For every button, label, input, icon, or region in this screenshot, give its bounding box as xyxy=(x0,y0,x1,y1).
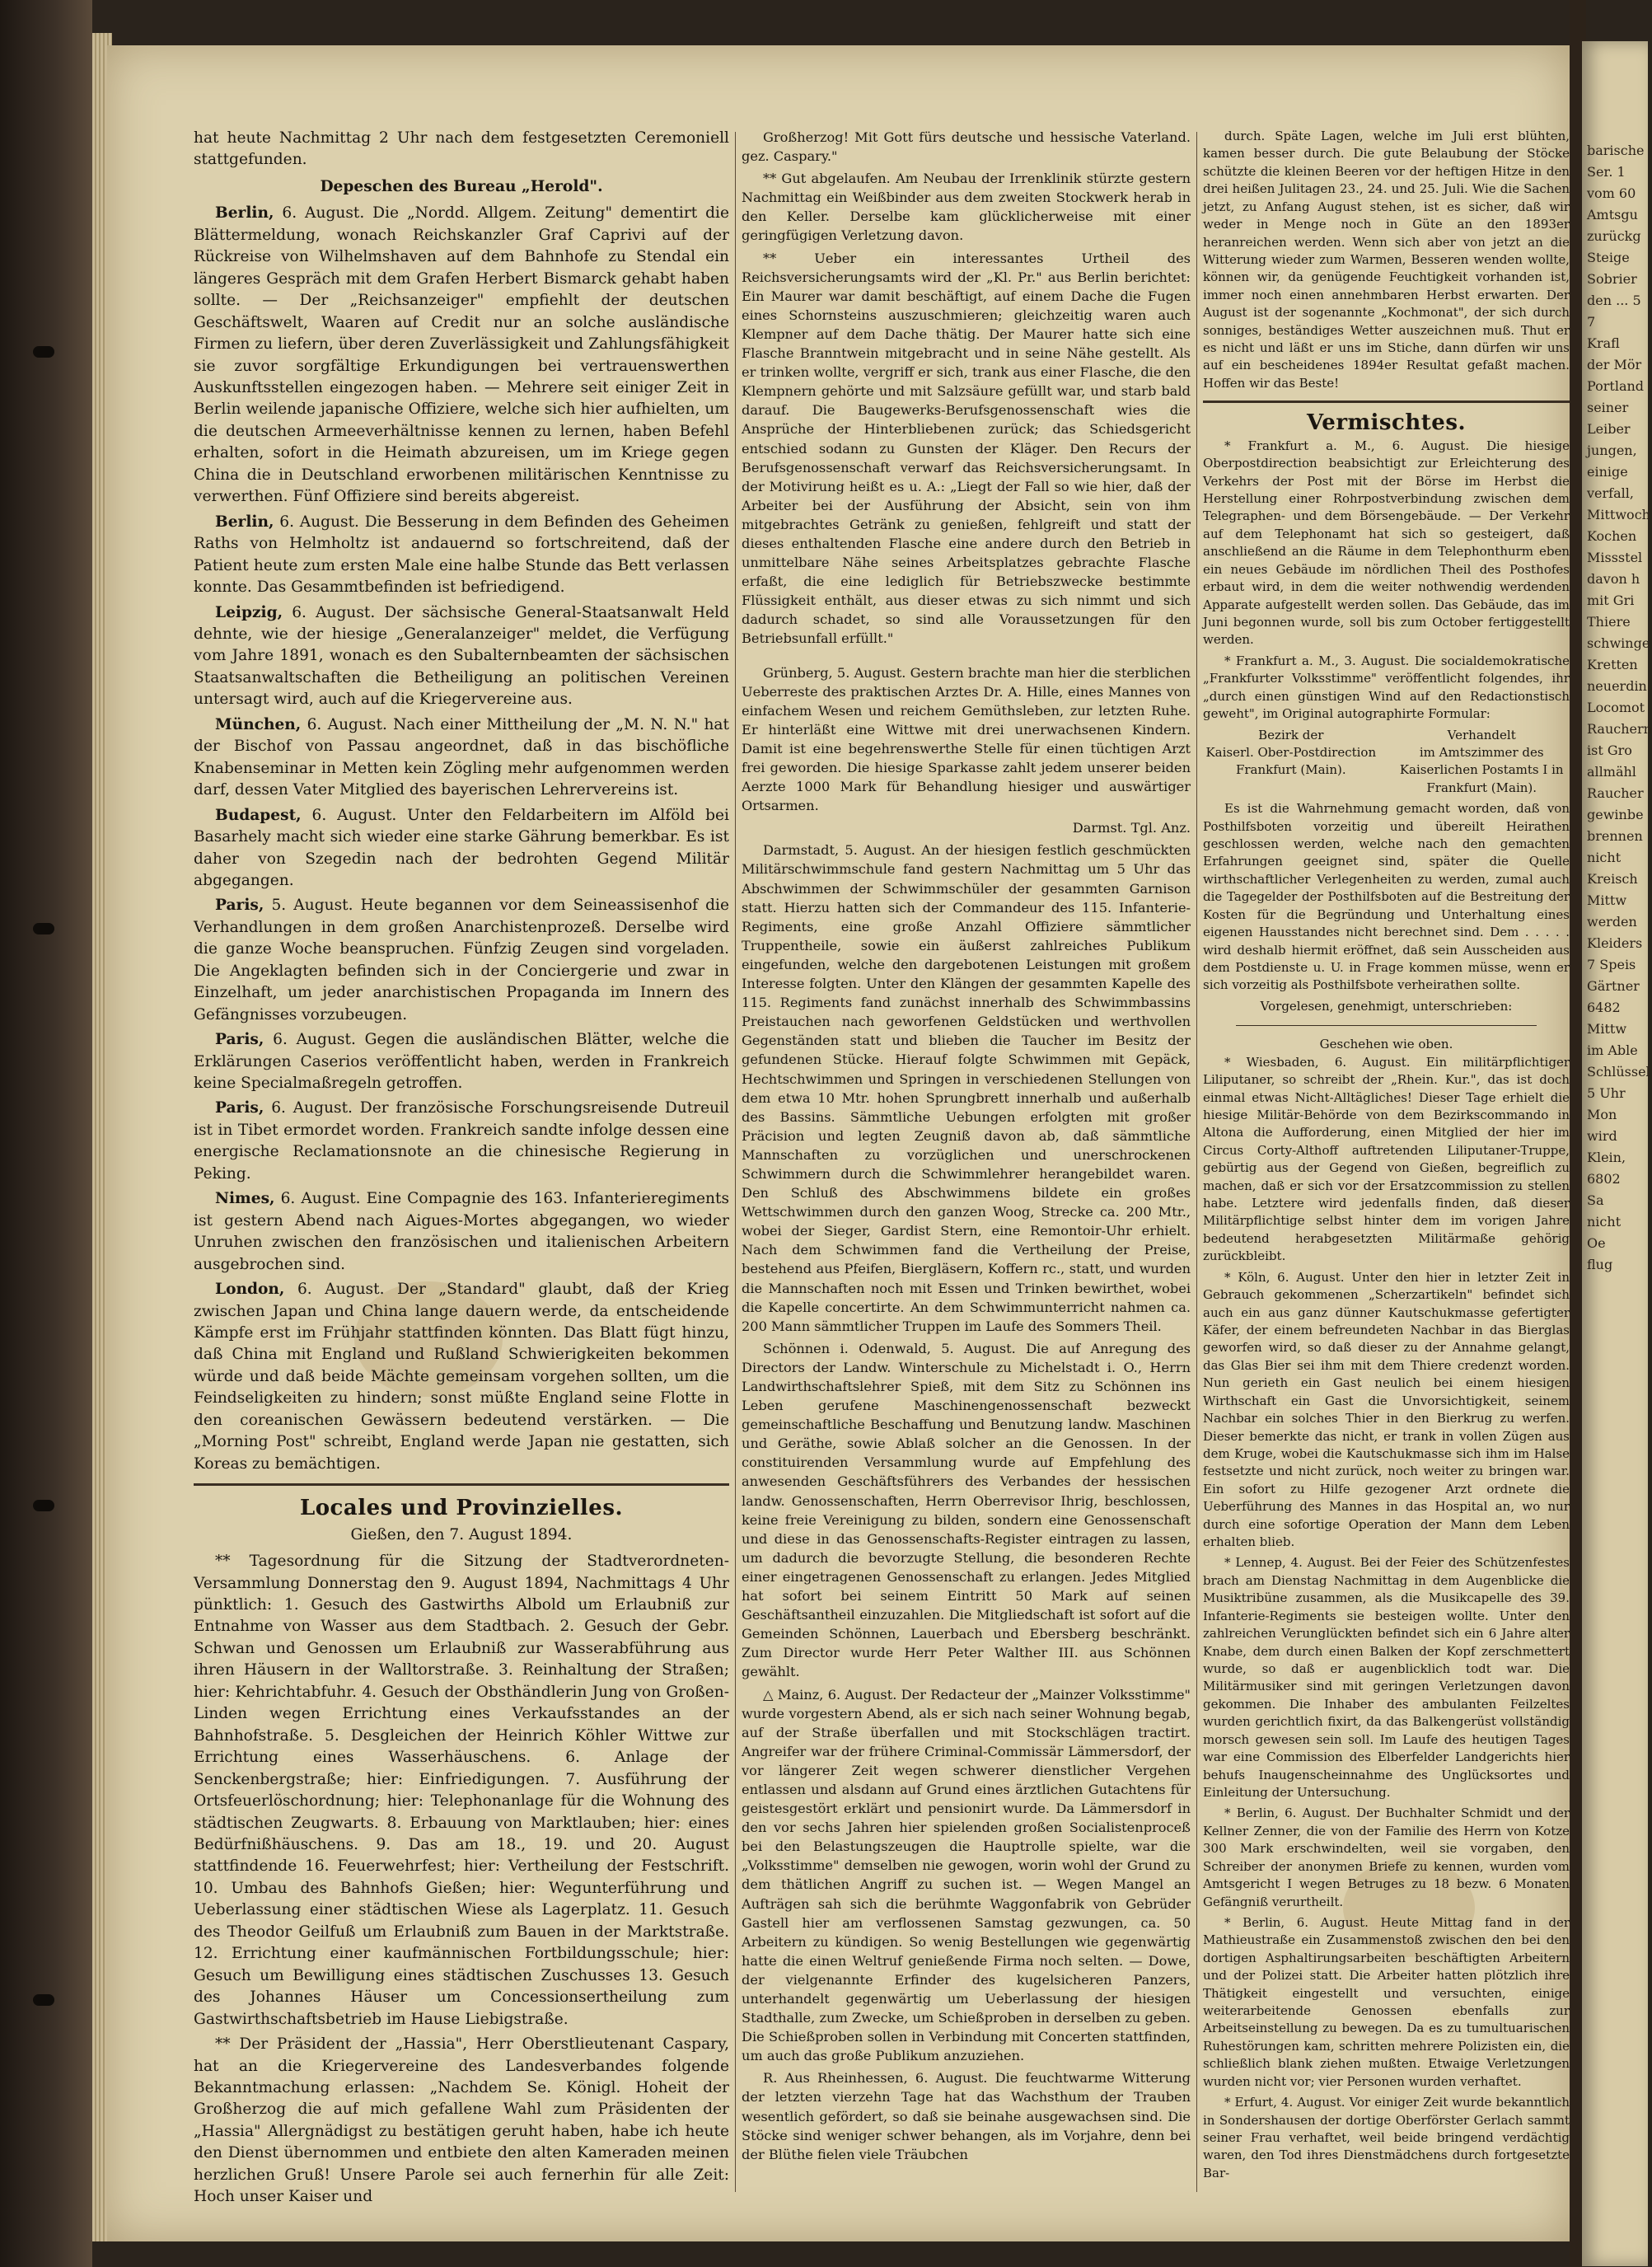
adjacent-page-fragment: gewinbe xyxy=(1587,807,1644,822)
adjacent-page-fragment: neuerdin xyxy=(1587,678,1647,694)
dispatch-item xyxy=(194,203,729,508)
adjacent-page-fragment: Schlüssel xyxy=(1587,1064,1650,1080)
column-3-list xyxy=(1203,128,1570,392)
adjacent-page-fragment: Mittw xyxy=(1587,1021,1627,1037)
adjacent-page-fragment: verfall, xyxy=(1587,485,1634,501)
vermischtes-item: * Erfurt, 4. August. Vor einiger Zeit wurde bekanntlich in Sondershausen der dortige Oberförster Gerlach sammt seiner Frau verhaftet, weil beide bringend verdächtig waren, den Tod ihres Dienstmädchens durch fortgesetzte Bar- xyxy=(1203,2095,1570,2180)
adjacent-page-fragment: Raucher xyxy=(1587,785,1644,801)
dispatch-text: 6. August. Die „Nordd. Allgem. Zeitung" dementirt die Blättermeldung, wonach Reichskanzler Graf Caprivi auf der Rückreise von Wilhelmshaven auf dem Bahnhofe zu Stendal ein längeres Gespräch mit dem Grafen Herbert Bismarck gehabt haben sollte. — Der „Reichsanzeiger" empfiehlt der deutschen Geschäftswelt, Waaren auf Credit nur an solche ausländische Firmen zu liefern, über deren Zuverlässigkeit und Zahlungsfähigkeit sie zuvor sorgfältige Erkundigungen bei vertrauenswerthen Auskunftsstellen eingezogen haben. — Mehrere seit einiger Zeit in Berlin weilende japanische Offiziere, welche sich hier aufhielten, um die deutschen Armeeverhältnisse kennen zu lernen, haben Befehl erhalten, sofort in die Heimath abzureisen, um im Kriege gegen China die in Deutschland erworbenen militärischen Kenntnisse zu verwerthen. Fünf Offiziere sind bereits abgereist. xyxy=(194,204,729,506)
news-item: Darmst. Tgl. Anz. xyxy=(1072,820,1191,836)
adjacent-page-fragment: Sa xyxy=(1587,1192,1604,1208)
form-rule xyxy=(1236,1025,1537,1026)
column-rule xyxy=(735,132,736,2192)
locales-dateline: Gießen, den 7. August 1894. xyxy=(350,1525,573,1543)
adjacent-page-fragment: schwinge xyxy=(1587,635,1650,651)
dispatch-place: Berlin, xyxy=(215,513,274,531)
news-item: Großherzog! Mit Gott fürs deutsche und hessische Vaterland. gez. Caspary." xyxy=(742,129,1191,165)
dispatch-place: Paris, xyxy=(215,897,264,915)
locales-title: Locales und Provinzielles. xyxy=(299,1496,624,1521)
column-3 xyxy=(1203,128,1570,2185)
news-item: R. Aus Rheinhessen, 6. August. Die feuchtwarme Witterung der letzten vierzehn Tage hat das Wachsthum der Trauben wesentlich gefördert, so daß sie beinahe ausgewachsen sind. Die Stöcke sind weniger schwer behangen, als im Vorjahre, denn bei der Blüthe fielen viele Träubchen xyxy=(742,2070,1191,2162)
form-left-head: Bezirk der xyxy=(1258,727,1324,742)
dispatch-text: 6. August. Der „Standard" glaubt, daß der Krieg zwischen Japan und China lange dauern werde, da entscheidende Kämpfe erst im Frühjahr stattfinden könnten. Das Blatt fügt hinzu, daß China mit England und Rußland Schwierigkeiten bekommen würde und daß beide Mächte gemeinsam vorgehen sollten, um die Feindseligkeiten zu hindern; sonst müßte England seine Flotte in den coreanischen Gewässern bedeutend verstärken. — Die „Morning Post" schreibt, England werde Japan nie gestatten, sich Koreas zu bemächtigen. xyxy=(194,1281,729,1473)
adjacent-page-fragment: Kleiders xyxy=(1587,935,1643,951)
column-2 xyxy=(742,128,1191,2167)
adjacent-page-fragment: brennen xyxy=(1587,828,1643,844)
vermischtes-item: * Köln, 6. August. Unter den hier in letzter Zeit in Gebrauch gekommenen „Scherzartikeln" befindet sich auch ein aus ganz dünner Kautschukmasse gefertigter Käfer, der einem befreundeten Nachbar in das Bierglas geworfen wird, so daß dieser zu der Annahme gelangt, das Glas Bier sei ihm mit dem Thiere credenzt worden. Nun gerieth ein Gast neulich bei einem hiesigen Wirthschaft ein Gast die Unvorsichtigkeit, seinem Nachbar ein solches Thier in den Bierkrug zu werfen. Dieser bemerkte das nicht, er trank in vollen Zügen aus dem Kruge, wobei die Kautschukmasse sich ihm im Halse festsetzte und nicht zurück, noch weiter zu bringen war. Ein sofort zu Hilfe gezogener Arzt ordnete die Ueberführung des Mannes in das Hospital an, wo nur durch eine sofortige Operation der Mann dem Leben erhalten blieb. xyxy=(1203,1269,1570,1550)
adjacent-page-fragment: allmähl xyxy=(1587,764,1636,780)
adjacent-page-fragment: Locomot xyxy=(1587,700,1645,715)
adjacent-page-fragment: nicht xyxy=(1587,850,1622,865)
adjacent-page-fragment: mit Gri xyxy=(1587,593,1635,608)
dispatch-item xyxy=(194,1098,729,1185)
adjacent-page-fragment: Amtsgu xyxy=(1587,207,1638,222)
vermischtes-item: * Berlin, 6. August. Heute Mittag fand in der Mathieustraße ein Zusammenstoß zwischen den bei den dortigen Asphaltirungsarbeiten beschäftigten Arbeitern und der Polizei statt. Die Arbeiter hatten plötzlich ihre Thätigkeit eingestellt und versuchten, einige weiterarbeitende Genossen ebenfalls zur Arbeitseinstellung zu bewegen. Da es zu tumultuarischen Ruhestörungen kam, schritten mehrere Polizisten ein, die schließlich blank ziehen mußten. Etwaige Verletzungen wurden nicht vor; vier Personen wurden verhaftet. xyxy=(1203,1914,1570,2089)
dispatch-item xyxy=(194,714,729,802)
vermischtes-title: Vermischtes. xyxy=(1306,410,1467,436)
adjacent-page-fragment: der Mör xyxy=(1587,357,1642,372)
form-right xyxy=(1393,727,1570,798)
column-2-list xyxy=(742,128,1191,2164)
dispatch-item xyxy=(194,895,729,1026)
form-right-body: im Amtszimmer des Kaiserlichen Postamts I in Frankfurt (Main). xyxy=(1399,744,1564,795)
adjacent-page-fragment: nicht xyxy=(1587,1214,1622,1230)
vermischtes-item: * Frankfurt a. M., 6. August. Die hiesige Oberpostdirection beabsichtigt zur Erleichterung des Verkehrs der Post mit der Börse im Herbst die Herstellung einer Rohrpostverbindung zwischen dem Telegraphen- und dem Börsengebäude. — Der Verkehr auf dem Telephonamt hat sich so gesteigert, daß anschließend an die Räume in dem Telephonthurm eben ein neues Gebäude im nördlichen Theil des Posthofes erbaut wird, in dem die weiter nothwendig werdenden Apparate aufgestellt werden sollen. Das Gebäude, das im Juni begonnen wurde, soll bis zum October fertiggestellt werden. xyxy=(1203,438,1570,648)
locales-item: ** Der Präsident der „Hassia", Herr Oberstlieutenant Caspary, hat an die Kriegervereine des Landesverbandes folgende Bekanntmachung erlassen: „Nachdem Se. Königl. Hoheit der Großherzog die auf mich gefallene Wahl zum Präsidenten der „Hassia" Allergnädigst zu bestätigen geruht haben, habe ich heute den Dienst übernommen und entbiete den alten Kameraden meinen herzlichen Gruß! Unsere Parole sei auch fernerhin für alle Zeit: Hoch unser Kaiser und xyxy=(194,2035,729,2206)
dispatch-item xyxy=(194,602,729,711)
vermischtes-item: * Berlin, 6. August. Der Buchhalter Schmidt und der Kellner Zenner, die von der Familie des Herrn von Kotze 300 Mark erschwindelten, weil sie vorgaben, den Schreiber der anonymen Briefe zu kennen, wurden vom Amtsgericht I wegen Betruges zu 18 bezw. 6 Monaten Gefängniß verurtheilt. xyxy=(1203,1806,1570,1909)
adjacent-page-fragment: Kochen xyxy=(1587,528,1637,544)
dispatch-place: Budapest, xyxy=(215,806,302,824)
dispatch-text: 6. August. Der französische Forschungsreisende Dutreuil ist in Tibet ermordet worden. Frankreich sandte infolge dessen eine energische Reclamationsnote an die chinesische Regierung in Peking. xyxy=(194,1099,729,1183)
adjacent-page-fragment: den ... 5 xyxy=(1587,293,1641,308)
dispatch-text: 6. August. Gegen die ausländischen Blätter, welche die Erklärungen Caserios veröffentlicht haben, werden in Frankreich keine Specialmaßregeln getroffen. xyxy=(194,1031,729,1093)
adjacent-page-fragment: Sobrier xyxy=(1587,271,1637,287)
news-item: ** Gut abgelaufen. Am Neubau der Irrenklinik stürzte gestern Nachmittag ein Weißbinder aus dem zweiten Stockwerk herab in den Keller. Derselbe kam glücklicherweise mit einer geringfügigen Verletzung davon. xyxy=(742,171,1191,244)
newspaper-page xyxy=(107,45,1570,2241)
dispatch-text: 6. August. Eine Compagnie des 163. Infanterieregiments ist gestern Abend nach Aigues-Mortes abgegangen, wo wieder Unruhen zwischen den französischen und italienischen Arbeitern ausgebrochen sind. xyxy=(194,1190,729,1273)
adjacent-page-fragment: vom 60 xyxy=(1587,185,1636,201)
dispatch-place: Paris, xyxy=(215,1031,264,1049)
dispatch-list xyxy=(194,203,729,1475)
adjacent-page-fragment: Mittw xyxy=(1587,892,1627,908)
adjacent-page-fragment: wird xyxy=(1587,1128,1617,1144)
news-item: △ Mainz, 6. August. Der Redacteur der „Mainzer Volksstimme" wurde vorgestern Abend, als er sich nach seiner Wohnung begab, auf der Straße überfallen und mit Stockschlägen tractirt. Angreifer war der frühere Criminal-Commissär Lämmersdorf, der vor längerer Zeit wegen schwerer dienstlicher Vergehen entlassen und alsdann auf Grund eines ärztlichen Gutachtens für geistesgestört erklärt und pensionirt wurde. Da Lämmersdorf in den vor sechs Jahren hier spielenden großen Socialistenproceß bei den Belastungszeugen die Hauptrolle spielte, war die „Volksstimme" demselben nie gewogen, worin wohl der Grund zu dem thätlichen Angriff zu suchen ist. — Wegen Mangel an Aufträgen sah sich die berühmte Waggonfabrik von Gebrüder Gastell hier am verflossenen Samstag gezwungen, ca. 50 Arbeitern zu kündigen. So wenig Bestellungen wie gegenwärtig hatte die einen Weltruf genießende Firma noch selten. — Dowe, der vielgenannte Erfinder des kugelsicheren Panzers, unterhandelt gegenwärtig um Ueberlassung der hiesigen Stadthalle, zum Zwecke, um Schießproben in derselben zu geben. Die Schießproben sollen in Verbindung mit Concerten stattfinden, um auch das große Publikum anzuziehen. xyxy=(742,1686,1191,2064)
adjacent-page-fragment: Ser. 1 xyxy=(1587,164,1626,180)
adjacent-page-fragment: zurückg xyxy=(1587,228,1641,244)
adjacent-page xyxy=(1582,41,1652,2266)
adjacent-page-fragment: werden xyxy=(1587,914,1637,930)
dispatch-heading: Depeschen des Bureau „Herold". xyxy=(320,177,603,195)
dispatch-place: Berlin, xyxy=(215,204,274,222)
form-text: Es ist die Wahrnehmung gemacht worden, daß von Posthilfsboten vorzeitig und übereilt Heirathen geschlossen werden, welche nach den gemachten Erfahrungen geeignet sind, später die Quelle wirthschaftlicher Verlegenheiten zu werden, zumal auch die Tagegelder der Posthilfsboten auf die Bestreitung der Kosten für die Begründung und Unterhaltung eines eigenen Hausstandes nicht berechnet sind. Dem . . . . . wird deshalb hiermit eröffnet, daß sein Ausscheiden aus dem Postdienste u. U. in Frage kommen müsse, wenn er sich vorzeitig als Posthilfsbote verheirathen sollte. xyxy=(1203,801,1570,993)
form-close-1: Vorgelesen, genehmigt, unterschrieben: xyxy=(1260,998,1513,1014)
adjacent-page-fragment: Klein, xyxy=(1587,1150,1626,1165)
adjacent-page-fragment: Steige xyxy=(1587,250,1630,265)
section-rule xyxy=(1203,400,1570,403)
adjacent-page-fragment: flug xyxy=(1587,1257,1613,1272)
dispatch-item xyxy=(194,805,729,892)
column-1 xyxy=(194,128,729,2212)
dispatch-text: 5. August. Heute begannen vor dem Seineassisenhof die Verhandlungen in dem großen Anarchistenprozeß. Derselbe wird die ganze Woche beanspruchen. Fünfzig Zeugen sind vorgeladen. Die Angeklagten befinden sich in der Conciergerie und zwar in Einzelhaft, um jeder anarchistischen Propaganda im Innern des Gefängnisses vorzubeugen. xyxy=(194,897,729,1023)
dispatch-place: Leipzig, xyxy=(215,603,283,621)
form-close-2: Geschehen wie oben. xyxy=(1319,1037,1453,1052)
dispatch-item xyxy=(194,1188,729,1276)
section-rule xyxy=(194,1483,729,1486)
form-left xyxy=(1203,727,1379,798)
adjacent-page-fragment: Rauchern xyxy=(1587,721,1652,737)
vermischtes-list xyxy=(1203,438,1570,724)
adjacent-page-fragment: seiner xyxy=(1587,400,1629,415)
vermischtes-item: * Lennep, 4. August. Bei der Feier des Schützenfestes brach am Dienstag Nachmittag in dem Augenblicke die Musiktribüne zusammen, als die Musikcapelle des 39. Infanterie-Regiments sie besteigen wollte. Unter den zahlreichen Verunglückten befindet sich ein 6 Jahre alter Knabe, dem durch einen Balken der Kopf zerschmettert wurde, so daß er augenblicklich todt war. Die Militärmusiker sind mit geringen Verletzungen davon gekommen. Die Inhaber des ambulanten Feilzeltes wurden gerichtlich fixirt, da das Balkengerüst vollständig morsch gewesen sein soll. Im Laufe des heutigen Tages war eine Commission des Elberfelder Landgerichts hier behufs Inaugenscheinnahme des Unglücksortes und Einleitung der Untersuchung. xyxy=(1203,1555,1570,1800)
adjacent-page-text xyxy=(1587,140,1652,1276)
vermischtes-more-list xyxy=(1203,1054,1570,2183)
locales-item: ** Tagesordnung für die Sitzung der Stadtverordneten-Versammlung Donnerstag den 9. August 1894, Nachmittags 4 Uhr pünktlich: 1. Gesuch des Gastwirths Albold um Erlaubniß zur Entnahme von Wasser aus dem Stadtbach. 2. Gesuch der Gebr. Schwan und Genossen um Erlaubniß zur Wasserabführung aus ihren Häusern in der Walltorstraße. 3. Reinhaltung der Straßen; hier: Kehrichtabfuhr. 4. Gesuch der Obsthändlerin Jung von Großen-Linden wegen Errichtung eines Verkaufsstandes an der Bahnhofstraße. 5. Desgleichen der Heinrich Köhler Wittwe zur Errichtung eines Wasserhäuschens. 6. Anlage der Senckenbergstraße; hier: Einfriedigungen. 7. Ausführung der Ortsfeuerlöschordnung; hier: Telephonanlage für die Wohnung des städtischen Zeugwarts. 8. Erbauung von Marktlauben; hier: eines Bedürfnißhäuschens. 9. Das am 18., 19. und 20. August stattfindende 16. Feuerwehrfest; hier: Vertheilung der Festschrift. 10. Umbau des Bahnhofs Gießen; hier: Wegunterführung und Ueberlassung einer städtischen Wiese als Lagerplatz. 11. Gesuch des Theodor Geilfuß um Erlaubniß zum Bauen in der Marktstraße. 12. Errichtung einer kaufmännischen Fortbildungsschule; hier: Gesuch um Bewilligung eines städtischen Zuschusses 13. Gesuch des Johannes Häuser um Concessionsertheilung zum Gastwirthschaftsbetrieb im Hause Liebigstraße. xyxy=(194,1553,729,2028)
postal-form xyxy=(1203,727,1570,798)
locales-list xyxy=(194,1551,729,2208)
adjacent-page-fragment: davon h xyxy=(1587,571,1640,587)
vermischtes-item: * Wiesbaden, 6. August. Ein militärpflichtiger Liliputaner, so schreibt der „Rhein. Kur.", das ist doch einmal etwas Nicht-Alltägliches! Dieser Tage erhielt die hiesige Militär-Behörde von dem Bezirkscommando in Altona die Aufforderung, einen Mitglied der hier im Circus Corty-Althoff auftretenden Liliputaner-Truppe, gebürtig aus der Gegend von Gießen, begreiflich zu machen, daß er sich vor der Ersatzcommission zu stellen habe. Letztere wird jedenfalls finden, daß dieser Militärpflichtige selbst hinter dem im vorigen Jahre bedeutend herabgesetzten Militärmaße gehörig zurückbleibt. xyxy=(1203,1054,1570,1264)
adjacent-page-fragment: Mon xyxy=(1587,1107,1617,1122)
adjacent-page-fragment: Missstel xyxy=(1587,550,1643,565)
form-right-head: Verhandelt xyxy=(1447,727,1516,742)
adjacent-page-fragment: 6482 xyxy=(1587,1000,1621,1015)
dispatch-place: Paris, xyxy=(215,1099,264,1117)
adjacent-page-fragment: Oe xyxy=(1587,1235,1606,1251)
adjacent-page-fragment: 7 xyxy=(1587,314,1596,330)
dispatch-item xyxy=(194,512,729,599)
dispatch-text: 6. August. Der sächsische General-Staatsanwalt Held dehnte, wie der hiesige „Generalanzeiger" meldet, die Verfügung vom Jahre 1891, wonach es den Subalternbeamten der sächsischen Staatsanwaltschaften die Betheiligung an politischen Vereinen untersagt wird, auch auf die Kriegervereine aus. xyxy=(194,603,729,709)
adjacent-page-fragment: Portland xyxy=(1587,378,1645,394)
adjacent-page-fragment: im Able xyxy=(1587,1042,1638,1058)
dispatch-place: Nimes, xyxy=(215,1190,275,1208)
dispatch-item xyxy=(194,1279,729,1475)
news-item: ** Ueber ein interessantes Urtheil des Reichsversicherungsamts wird der „Kl. Pr." aus Berlin berichtet: Ein Maurer war damit beschäftigt, auf einem Dache die Fugen eines Schornsteins auszuschmieren; gleichzeitig waren auch Klempner auf dem Dache thätig. Der Maurer hatte sich eine Flasche Branntwein mitgebracht und in seine Nähe gestellt. Als er trinken wollte, vergriff er sich, trank aus einer Flasche, die den Klempnern gehörte und mit Salzsäure gefüllt war, und starb bald darauf. Die Baugewerks-Berufsgenossenschaft wies die Ansprüche der Hinterbliebenen zurück; das Schiedsgericht entschied sodann zu Gunsten der Kläger. Den Recurs der Berufsgenossenschaft verwarf das Reichsversicherungsamt. In der Motivirung heißt es u. A.: „Liegt der Fall so wie hier, daß der Arbeiter bei der Ausführung der Absicht, sein von ihm mitgebrachtes Getränk zu genießen, fehlgreift und statt der dieses enthaltenden Flasche eine andere durch den Betrieb in unmittelbare Nähe seines Arbeitsplatzes gebrachte Flasche erfaßt, die eine lediglich für Betriebszwecke bestimmte Flüssigkeit enthält, aus dieser etwas zu sich nimmt und sich dadurch schadet, so sind alle Voraussetzungen für den Betriebsunfall erfüllt." xyxy=(742,250,1191,647)
adjacent-page-fragment: Kretten xyxy=(1587,657,1638,672)
adjacent-page-fragment: einige xyxy=(1587,464,1628,480)
dispatch-text: 6. August. Nach einer Mittheilung der „M. N. N." hat der Bischof von Passau angeordnet, daß in das bischöfliche Knabenseminar in Metten kein Zögling mehr aufgenommen werden darf, dessen Vater Mitglied des bayerischen Lehrervereins ist. xyxy=(194,715,729,799)
adjacent-page-fragment: Leiber xyxy=(1587,421,1631,437)
adjacent-page-fragment: jungen, xyxy=(1587,443,1637,458)
adjacent-page-fragment: Thiere xyxy=(1587,614,1631,630)
dispatch-item xyxy=(194,1029,729,1094)
news-item: Schönnen i. Odenwald, 5. August. Die auf Anregung des Directors der Landw. Winterschule zu Michelstadt i. O., Herrn Landwirthschaftslehrer Spieß, mit dem Sitz zu Schönnen ins Leben gerufene Maschinengenossenschaft bezweckt gemeinschaftliche Beschaffung und Benutzung landw. Maschinen und Geräthe, sowie Ablaß solcher an die Genossen. In der constituirenden Versammlung wurde auf Empfehlung des anwesenden Geschäftsführers des Verbandes der hessischen landw. Genossenschaften, Herrn Oberrevisor Ihrig, beschlossen, keine freie Vereinigung zu bilden, sondern eine Genossenschaft und diese in das Genossenschafts-Register eintragen zu lassen, um dadurch die bevorzugte Stellung, die besonderen Rechte einer eingetragenen Genossenschaft zu erlangen. Jedes Mitglied hat sofort bei seinem Eintritt 50 Mark auf seinen Geschäftsantheil einzuzahlen. Die Mitgliedschaft ist sofort auf die Gemeinden Schönnen, Lauerbach und Ebersberg beschränkt. Zum Director wurde Herr Peter Walther III. aus Schönnen gewählt. xyxy=(742,1340,1191,1680)
dispatch-place: München, xyxy=(215,715,302,733)
adjacent-page-fragment: Gärtner xyxy=(1587,978,1640,994)
adjacent-page-fragment: 7 Speis xyxy=(1587,957,1636,972)
form-left-body: Kaiserl. Ober-Postdirection Frankfurt (Main). xyxy=(1205,744,1377,778)
news-item: Darmstadt, 5. August. An der hiesigen festlich geschmückten Militärschwimmschule fand gestern Nachmittag um 5 Uhr das Abschwimmen der Schwimmschüler der gesammten Garnison statt. Hierzu hatten sich der Commandeur des 115. Infanterie-Regiments, eine große Anzahl Offiziere sämmtlicher Truppentheile, sowie ein äußerst zahlreiches Publikum eingefunden, welche den dargebotenen Leistungen mit großem Interesse folgten. Unter den Klängen der gesammten Kapelle des 115. Regiments fand zunächst innerhalb des Schwimmbassins Preistauchen nach geworfenen Geldstücken und werthvollen Gegenständen statt und blieben die Taucher im Besitz der gefundenen Stücke. Hierauf folgte Schwimmen mit Gepäck, Hechtschwimmen und Springen in verschiedenen Stellungen von dem etwa 10 Mtr. hohen Sprungbrett innerhalb und außerhalb des Bassins. Sämmtliche Uebungen erfolgten mit großer Präcision und legten Zeugniß davon ab, daß sämmtliche Mannschaften zu vorzüglichen und unerschrockenen Schwimmern durch die Schwimmlehrer herangebildet waren. Den Schluß des Abschwimmens bildete ein großes Wettschwimmen durch den ganzen Woog, Strecke ca. 200 Mtr., wobei der Sieger, Gardist Stern, eine Remontoir-Uhr erhielt. Nach dem Schwimmen fand die Vertheilung der Preise, bestehend aus Pfeifen, Biergläsern, Koffern rc., statt, und wurden die Mannschaften noch mit Essen und Trinken bewirthet, wobei die Kapelle concertirte. An dem Schwimmunterricht nahmen ca. 200 Mann sämmtlicher Truppen im Laufe des Sommers Theil. xyxy=(742,842,1191,1334)
adjacent-page-fragment: Mittwoch xyxy=(1587,507,1650,522)
news-item: durch. Späte Lagen, welche im Juli erst blühten, kamen besser durch. Die gute Belaubung der Stöcke schützte die kleinen Beeren vor der heftigen Hitze in den drei heißen Julitagen 23., 24. und 25. Juli. Wie die Sachen jetzt, zu Anfang August stehen, ist es sicher, daß wir weder in Menge noch in Güte an den 1893er heranreichen werden. Wenn sich aber von jetzt an die Witterung wieder zum Warmen, Besseren wenden wollte, können wir, da genügende Feuchtigkeit vorhanden ist, immer noch einen annehmbaren Herbst erwarten. Der August ist der sogenannte „Kochmonat", der sich durch sonniges, beständiges Wetter auszeichnen muß. Thut er es nicht und läßt er uns im Stiche, dann dürfen wir uns auf ein bescheidenes 1894er Resultat gefaßt machen. Hoffen wir das Beste! xyxy=(1203,129,1570,391)
column-rule xyxy=(1196,132,1197,2192)
vermischtes-item: * Frankfurt a. M., 3. August. Die socialdemokratische „Frankfurter Volksstimme" veröffentlicht folgendes, ihr „durch einen günstigen Wind auf den Redactionstisch geweht", im Original autographirte Formular: xyxy=(1203,653,1570,722)
dispatch-text: 6. August. Unter den Feldarbeitern im Alföld bei Basarhely macht sich wieder eine starke Gährung bemerkbar. Es ist daher von Szegedin nach der bedrohten Gegend Militär abgegangen. xyxy=(194,806,729,889)
adjacent-page-fragment: barische xyxy=(1587,143,1645,158)
adjacent-page-fragment: 6802 xyxy=(1587,1171,1621,1187)
book-binding xyxy=(0,0,92,2267)
dispatch-text: 6. August. Die Besserung in dem Befinden des Geheimen Raths von Helmholtz ist andauernd so fortschreitend, daß der Patient heute zum ersten Male eine halbe Stunde das Bett verlassen konnte. Das Gesammtbefinden ist befriedigend. xyxy=(194,513,729,597)
dispatch-place: London, xyxy=(215,1281,285,1299)
news-item: Grünberg, 5. August. Gestern brachte man hier die sterblichen Ueberreste des praktischen Arztes Dr. A. Hille, eines Mannes von einfachem Wesen und reichem Gemüthsleben, zur letzten Ruhe. Er hinterläßt eine Wittwe mit drei unerwachsenen Kindern. Damit ist eine begehrenswerthe Stelle für einen tüchtigen Arzt frei geworden. Die hiesige Sparkasse zahlt jedem unserer beiden Aerzte 1000 Mark für Behandlung hiesiger und auswärtiger Ortsarmen. xyxy=(742,664,1191,814)
intro-text: hat heute Nachmittag 2 Uhr nach dem festgesetzten Ceremoniell stattgefunden. xyxy=(194,129,729,169)
adjacent-page-fragment: 5 Uhr xyxy=(1587,1085,1626,1101)
adjacent-page-fragment: Krafl xyxy=(1587,335,1620,351)
adjacent-page-fragment: Kreisch xyxy=(1587,871,1638,887)
adjacent-page-fragment: ist Gro xyxy=(1587,742,1632,758)
